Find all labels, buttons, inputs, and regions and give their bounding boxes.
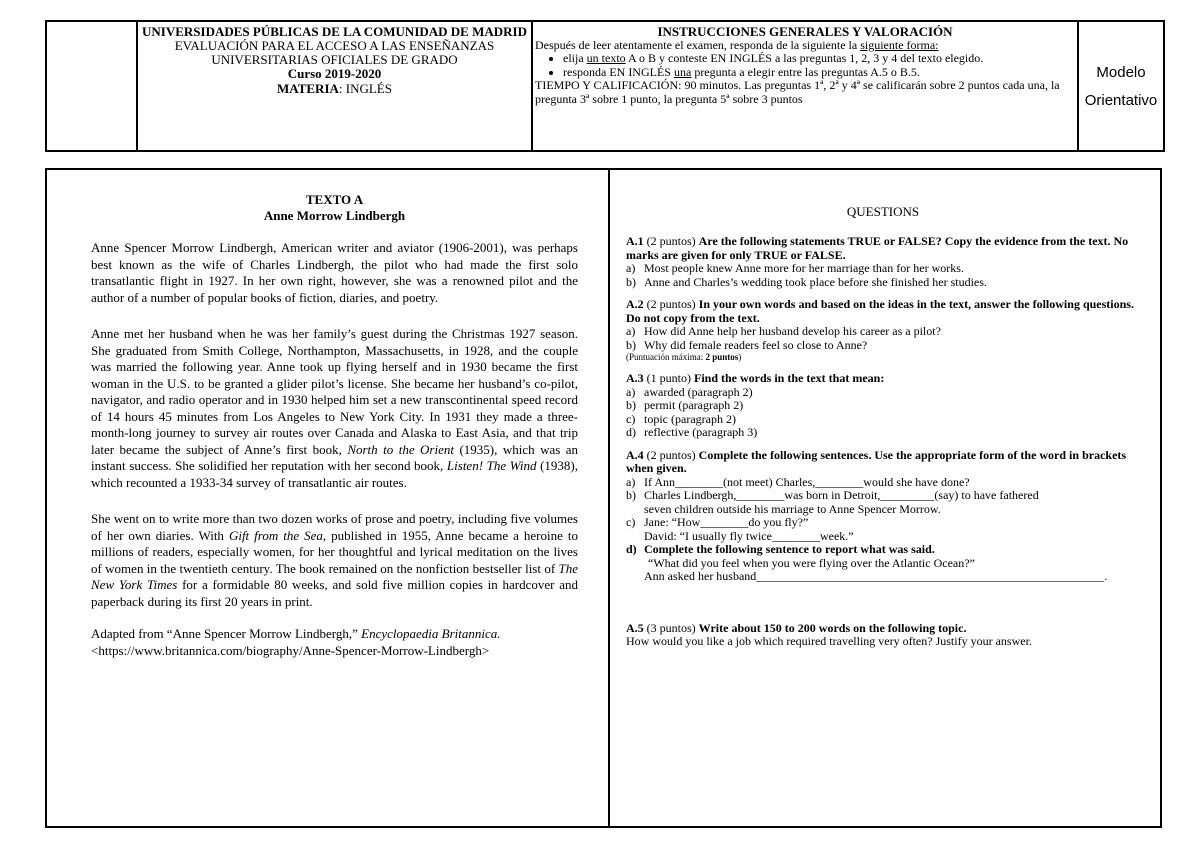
instr1-pre: elija <box>563 51 584 65</box>
source-url: <https://www.britannica.com/biography/Anne-Spencer-Morrow-Lindbergh> <box>91 642 490 658</box>
a1-item-a: Most people knew Anne more for her marriage than for her works. <box>644 261 964 275</box>
a5-instruction: Write about 150 to 200 words on the following topic. <box>698 620 967 635</box>
header-instructions-cell <box>533 22 1079 150</box>
questions-heading: QUESTIONS <box>846 204 920 219</box>
instr2-underlined: una <box>673 64 692 79</box>
item-letter: c) <box>626 515 636 529</box>
a1-points: (2 puntos) <box>646 234 696 248</box>
a4-instruction: Complete the following sentences. Use the appropriate form of the word in brackets when given. <box>626 447 1127 475</box>
a3-points: (1 punto) <box>646 371 691 385</box>
a1-number: A.1 <box>626 234 644 248</box>
evaluation-name: EVALUACIÓN PARA EL ACCESO A LAS ENSEÑANZAS UNIVERSITARIAS OFICIALES DE GRADO <box>174 38 495 67</box>
a4-number: A.4 <box>626 447 644 462</box>
p2-part-c: (1938), which recounted a 1933-34 survey of transatlantic air routes. <box>91 458 578 490</box>
a2-note-text: (Puntuación máxima: <box>626 352 704 362</box>
a5-topic: How would you like a job which required travelling very often? Justify your answer. <box>626 634 1032 648</box>
question-a3 <box>626 372 1140 440</box>
header-institution-cell <box>138 22 533 150</box>
a2-item-b: Why did female readers feel so close to Anne? <box>644 337 868 352</box>
a2-note-close: ) <box>738 352 742 362</box>
instr2-pre: responda EN INGLÉS <box>563 64 671 79</box>
book-title-listen-the-wind: Listen! The Wind <box>446 458 537 473</box>
instructions-title: INSTRUCCIONES GENERALES Y VALORACIÓN <box>657 24 953 39</box>
item-letter: c) <box>626 411 636 426</box>
course-year: Curso 2019-2020 <box>287 66 382 81</box>
questions-column <box>610 170 1160 826</box>
a3-instruction: Find the words in the text that mean: <box>694 371 885 385</box>
exam-header <box>45 20 1165 152</box>
instruction-item-1 <box>563 52 1075 66</box>
instructions-list <box>535 52 1075 79</box>
p3-part-c: for a formidable 80 weeks, and sold five million copies in hardcover and paperback during its first 20 years in print. <box>91 577 578 609</box>
orientative-label: Orientativo <box>1084 92 1158 109</box>
a3-item-c: topic (paragraph 2) <box>644 411 736 426</box>
p3-part-b: , published in 1955, Anne became a heroine to millions of readers, especially women, for her thoughtful and lyrical meditation on the lives of women in the twentieth century. The book remained on the nonfiction bestseller list of <box>91 527 578 576</box>
item-letter: a) <box>626 384 636 399</box>
a4-item-b <box>644 489 1039 516</box>
item-letter: a) <box>626 261 636 275</box>
a2-item-a: How did Anne help her husband develop his career as a pilot? <box>644 324 941 338</box>
subject-value: : INGLÉS <box>338 81 392 96</box>
instruction-item-2 <box>563 66 1075 80</box>
book-title-gift-from-the-sea: Gift from the Sea <box>228 527 323 543</box>
header-model-cell <box>1079 22 1163 150</box>
a2-points: (2 puntos) <box>646 297 696 311</box>
question-a4 <box>626 449 1140 584</box>
item-letter: d) <box>626 425 636 439</box>
item-letter: b) <box>626 398 636 412</box>
a2-instruction: In your own words and based on the ideas in the text, answer the following questions. Do not copy from the text. <box>626 297 1134 325</box>
a4-quote-text: “What did you feel when you were flying over the Atlantic Ocean?” <box>648 555 975 570</box>
source-citation <box>91 626 578 659</box>
question-a5 <box>626 622 1140 649</box>
paragraph-2 <box>91 326 578 491</box>
a5-points: (3 puntos) <box>646 620 696 635</box>
question-a2 <box>626 298 1140 363</box>
reading-text-column <box>47 170 610 826</box>
instr1-post: A o B y conteste EN INGLÉS a las preguntas 1, 2, 3 y 4 del texto elegido. <box>628 51 984 65</box>
item-letter: b) <box>626 337 636 352</box>
p2-part-a: Anne met her husband when he was her family’s guest during the Christmas 1927 season. She graduated from Smith College, Northampton, Massachusetts, in 1928, and the couple was married the following year. Anne took up flying herself and in 1930 became the first woman in the U.S. to be granted a glider pilot’s license. She became her husband’s co-pilot, navigator, and radio operator and in 1930 helped him set a new transcontinental speed record of 14 hours 45 minutes from Los Angeles to New York City. In 1931 they made a three-month-long journey to survey air routes over Canada and Alaska to East Asia, and that trip later became the subject of Anne’s first book, <box>91 326 578 457</box>
a2-number: A.2 <box>626 297 644 311</box>
a4-points: (2 puntos) <box>646 447 696 462</box>
text-title: Anne Morrow Lindbergh <box>263 208 406 223</box>
a5-number: A.5 <box>626 620 644 635</box>
a3-item-d: reflective (paragraph 3) <box>644 425 758 439</box>
item-letter: a) <box>626 474 636 489</box>
a2-note-points: 2 puntos <box>705 352 739 362</box>
item-letter: a) <box>626 324 636 338</box>
paragraph-1: Anne Spencer Morrow Lindbergh, American writer and aviator (1906-2001), was perhaps best known as the wife of Charles Lindbergh, the pilot who had made the first solo transatlantic flight in 1927. In her own right, however, she was a renowned pilot and the author of a number of popular books of fiction, diaries, and poetry. <box>91 240 578 305</box>
a3-number: A.3 <box>626 371 644 385</box>
a4-report-line: Ann asked her husband__________________________________________________________. <box>644 569 1108 583</box>
a4-item-b-line2: seven children outside his marriage to Anne Spencer Morrow. <box>644 501 941 516</box>
text-label: TEXTO A <box>305 192 364 207</box>
a4-quote <box>626 557 1140 571</box>
paragraph-3 <box>91 511 578 610</box>
item-letter: d) <box>626 542 637 556</box>
instr1-underlined: un texto <box>586 51 626 65</box>
exam-body <box>45 168 1162 828</box>
a1-item-b: Anne and Charles’s wedding took place before she finished her studies. <box>644 274 987 289</box>
a2-score-note <box>626 352 1140 363</box>
a3-item-b: permit (paragraph 2) <box>644 398 744 412</box>
book-title-north-to-the-orient: North to the Orient <box>347 441 454 457</box>
a3-item-a: awarded (paragraph 2) <box>644 384 753 399</box>
a4-item-b-line1: Charles Lindbergh,________was born in Detroit,_________(say) to have fathered <box>644 488 1039 502</box>
item-letter: b) <box>626 274 636 289</box>
subject-line <box>138 82 531 96</box>
p3-part-a: She went on to write more than two dozen works of prose and poetry, including five volumes of her own diaries. With <box>91 511 578 543</box>
university-name: UNIVERSIDADES PÚBLICAS DE LA COMUNIDAD DE MADRID <box>142 24 527 39</box>
instructions-intro-text: Después de leer atentamente el examen, responda de la siguiente la <box>535 37 858 52</box>
question-a1 <box>626 235 1140 289</box>
a4-item-c-line2: David: “I usually fly twice________week.” <box>644 528 854 543</box>
subject-label: MATERIA <box>277 81 339 96</box>
a4-item-c <box>644 516 854 543</box>
item-letter: b) <box>626 488 636 502</box>
a1-instruction: Are the following statements TRUE or FALSE? Copy the evidence from the text. No marks are given for only TRUE or FALSE. <box>626 234 1129 262</box>
source-text: Adapted from “Anne Spencer Morrow Lindbergh,” <box>91 626 358 641</box>
a4-item-c-line1: Jane: “How________do you fly?” <box>644 515 809 529</box>
header-blank-cell <box>47 22 138 150</box>
model-label: Modelo <box>1096 64 1146 81</box>
instructions-intro <box>535 39 1075 53</box>
p2-part-b: (1935), which was an instant success. She solidified her reputation with her second book, <box>91 441 579 473</box>
a4-item-d: Complete the following sentence to report what was said. <box>644 542 935 556</box>
source-encyclopaedia: Encyclopaedia Britannica. <box>361 626 501 641</box>
time-and-grading: TIEMPO Y CALIFICACIÓN: 90 minutos. Las preguntas 1ª, 2ª y 4ª se calificarán sobre 2 puntos cada una, la pregunta 3ª sobre 1 punto, la pregunta 5ª sobre 3 puntos <box>535 78 1060 106</box>
newspaper-title: The New York Times <box>91 560 579 592</box>
instructions-intro-underlined: siguiente forma: <box>860 37 939 52</box>
a4-item-a: If Ann________(not meet) Charles,________would she have done? <box>644 474 970 489</box>
instr2-post: pregunta a elegir entre las preguntas A.5 o B.5. <box>694 64 920 79</box>
